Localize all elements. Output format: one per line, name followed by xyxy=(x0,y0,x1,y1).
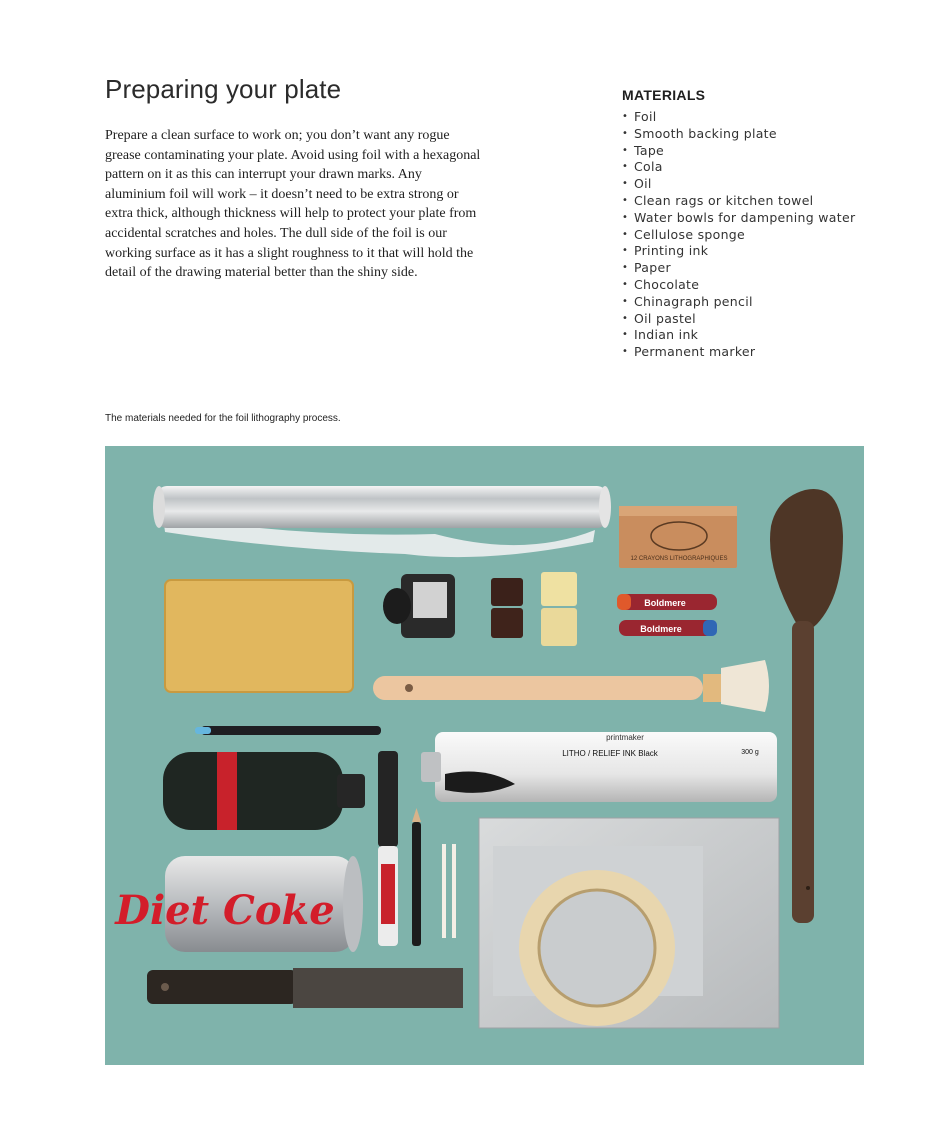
permanent-marker xyxy=(378,751,398,946)
list-item: • Printing ink xyxy=(622,243,912,260)
list-item: • Smooth backing plate xyxy=(622,126,912,143)
list-item: • Cellulose sponge xyxy=(622,227,912,244)
materials-heading: MATERIALS xyxy=(622,87,706,103)
intro-paragraph: Prepare a clean surface to work on; you don’t want any rogue grease contaminating your plate. Avoid using foil with a hexagonal pattern on it as this can interrupt your drawn marks. Any aluminium foil will work – it doesn’t need to be extra strong or extra thick, although thickness will help to protect your plate from accidental scratches and holes. The dull side of the foil is our working surface as it has a slight roughness to it that will hold the detail of the drawing material better than the shiny side. xyxy=(105,128,481,281)
palette-knife xyxy=(147,968,463,1008)
materials-list xyxy=(622,109,912,361)
list-item: • Tape xyxy=(622,143,912,160)
masking-tape xyxy=(519,870,675,1026)
pastel-red-label: Boldmere xyxy=(644,598,686,608)
list-item: • Oil pastel xyxy=(622,311,912,328)
can-label: Diet Coke xyxy=(115,887,335,934)
list-item: • Foil xyxy=(622,109,912,126)
materials-list-section xyxy=(622,87,912,361)
chinagraph-pencil xyxy=(195,726,381,735)
crayon-box-label: 12 CRAYONS LITHOGRAPHIQUES xyxy=(630,556,728,562)
list-item: • Permanent marker xyxy=(622,344,912,361)
pastel-blue-label: Boldmere xyxy=(640,624,682,634)
list-item: • Clean rags or kitchen towel xyxy=(622,193,912,210)
pencil xyxy=(412,808,421,946)
list-item: • Chinagraph pencil xyxy=(622,294,912,311)
cellulose-sponge xyxy=(165,580,353,692)
printing-ink-tube xyxy=(421,732,777,802)
list-item: • Water bowls for dampening water xyxy=(622,210,912,227)
ink-tube-label: LITHO / RELIEF INK Black xyxy=(562,749,658,758)
page-title: Preparing your plate xyxy=(105,74,342,104)
ink-tube-brand: printmaker xyxy=(606,733,644,742)
oil-bottle xyxy=(163,752,365,830)
list-item: • Chocolate xyxy=(622,277,912,294)
list-item: • Indian ink xyxy=(622,327,912,344)
figure-caption: The materials needed for the foil lithography process. xyxy=(105,413,341,424)
crayon-box xyxy=(619,506,737,568)
list-item: • Oil xyxy=(622,176,912,193)
list-item: • Cola xyxy=(622,159,912,176)
list-item: • Paper xyxy=(622,260,912,277)
ink-tube-weight: 300 g xyxy=(741,749,759,756)
materials-photo xyxy=(105,446,864,1065)
